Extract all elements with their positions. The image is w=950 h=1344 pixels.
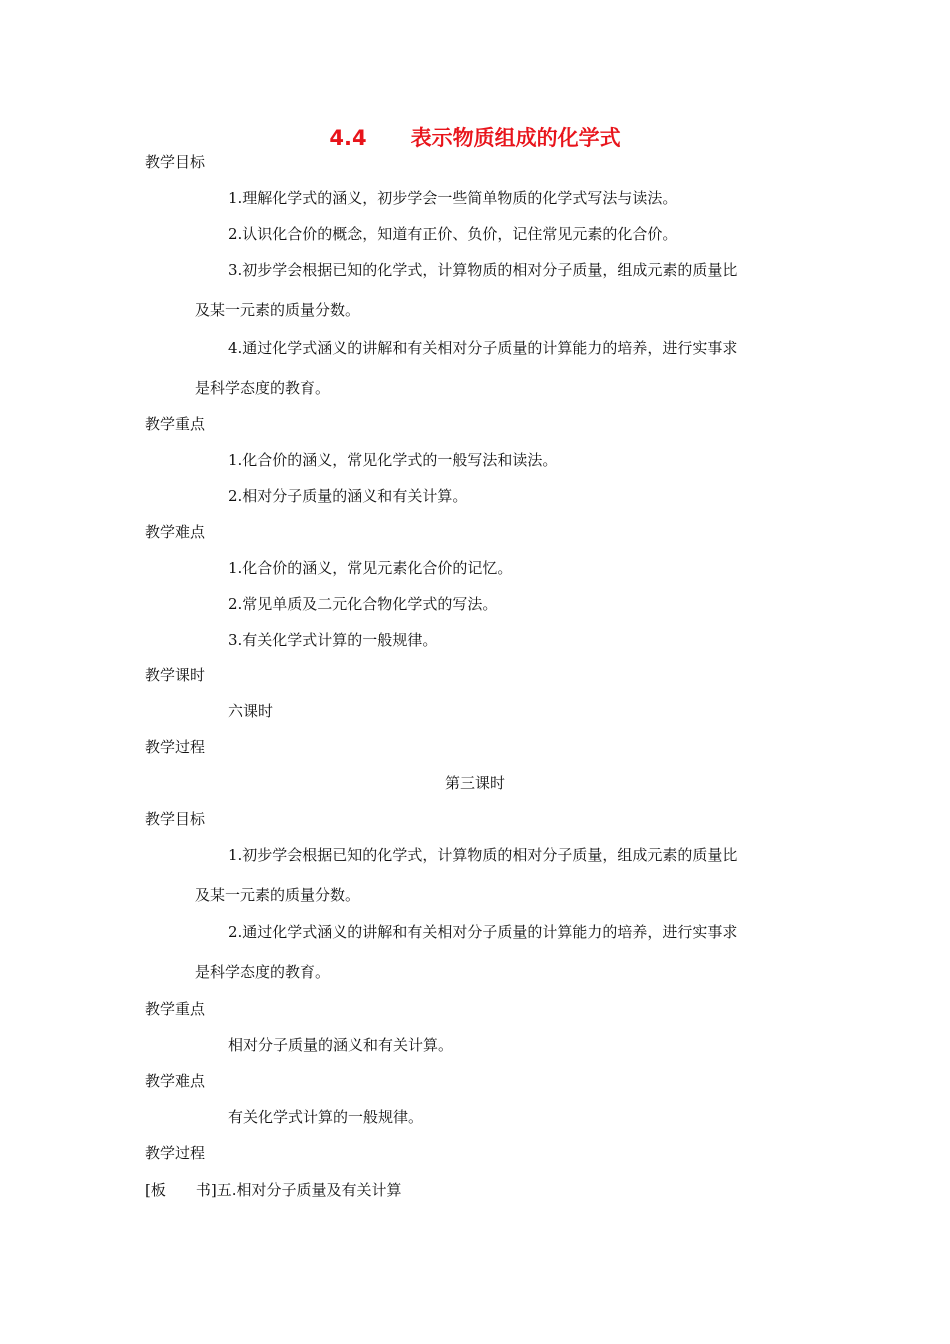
key-point-text: 相对分子质量的涵义和有关计算。 <box>228 1036 454 1054</box>
goal-item: 2.认识化合价的概念，知道有正价、负价，记住常见元素的化合价。 <box>228 225 678 243</box>
section-heading-goals: 教学目标 <box>145 810 206 828</box>
lesson-title: 第三课时 <box>444 774 505 792</box>
difficulty-text: 有关化学式计算的一般规律。 <box>228 1108 424 1126</box>
board-note <box>145 1180 401 1200</box>
goal-item: 4.通过化学式涵义的讲解和有关相对分子质量的计算能力的培养，进行实事求 <box>228 339 738 357</box>
hours-value: 六课时 <box>228 702 274 720</box>
section-heading-hours: 教学课时 <box>145 666 206 684</box>
section-heading-process: 教学过程 <box>145 738 206 756</box>
title-number: 4.4 <box>329 126 367 150</box>
key-point-item: 2.相对分子质量的涵义和有关计算。 <box>228 487 468 505</box>
goal-item-continued: 是科学态度的教育。 <box>195 379 331 397</box>
goal-item: 2.通过化学式涵义的讲解和有关相对分子质量的计算能力的培养，进行实事求 <box>228 923 738 941</box>
key-point-item: 1.化合价的涵义，常见化学式的一般写法和读法。 <box>228 451 558 469</box>
goal-item-continued: 及某一元素的质量分数。 <box>195 886 361 904</box>
board-note-text: 书]五.相对分子质量及有关计算 <box>195 1181 402 1199</box>
goal-item: 3.初步学会根据已知的化学式，计算物质的相对分子质量，组成元素的质量比 <box>228 261 738 279</box>
difficulty-item: 3.有关化学式计算的一般规律。 <box>228 631 438 649</box>
section-heading-goals: 教学目标 <box>145 153 206 171</box>
board-note-open: [板 <box>145 1181 166 1199</box>
section-heading-difficulties: 教学难点 <box>145 1072 206 1090</box>
section-heading-difficulties: 教学难点 <box>145 523 206 541</box>
document-title <box>0 122 950 152</box>
difficulty-item: 1.化合价的涵义，常见元素化合价的记忆。 <box>228 559 513 577</box>
goal-item-continued: 是科学态度的教育。 <box>195 963 331 981</box>
section-heading-key-points: 教学重点 <box>145 1000 206 1018</box>
goal-item: 1.理解化学式的涵义，初步学会一些简单物质的化学式写法与读法。 <box>228 189 678 207</box>
goal-item: 1.初步学会根据已知的化学式，计算物质的相对分子质量，组成元素的质量比 <box>228 846 738 864</box>
title-text: 表示物质组成的化学式 <box>410 126 621 150</box>
section-heading-key-points: 教学重点 <box>145 415 206 433</box>
section-heading-process: 教学过程 <box>145 1144 206 1162</box>
difficulty-item: 2.常见单质及二元化合物化学式的写法。 <box>228 595 498 613</box>
goal-item-continued: 及某一元素的质量分数。 <box>195 301 361 319</box>
